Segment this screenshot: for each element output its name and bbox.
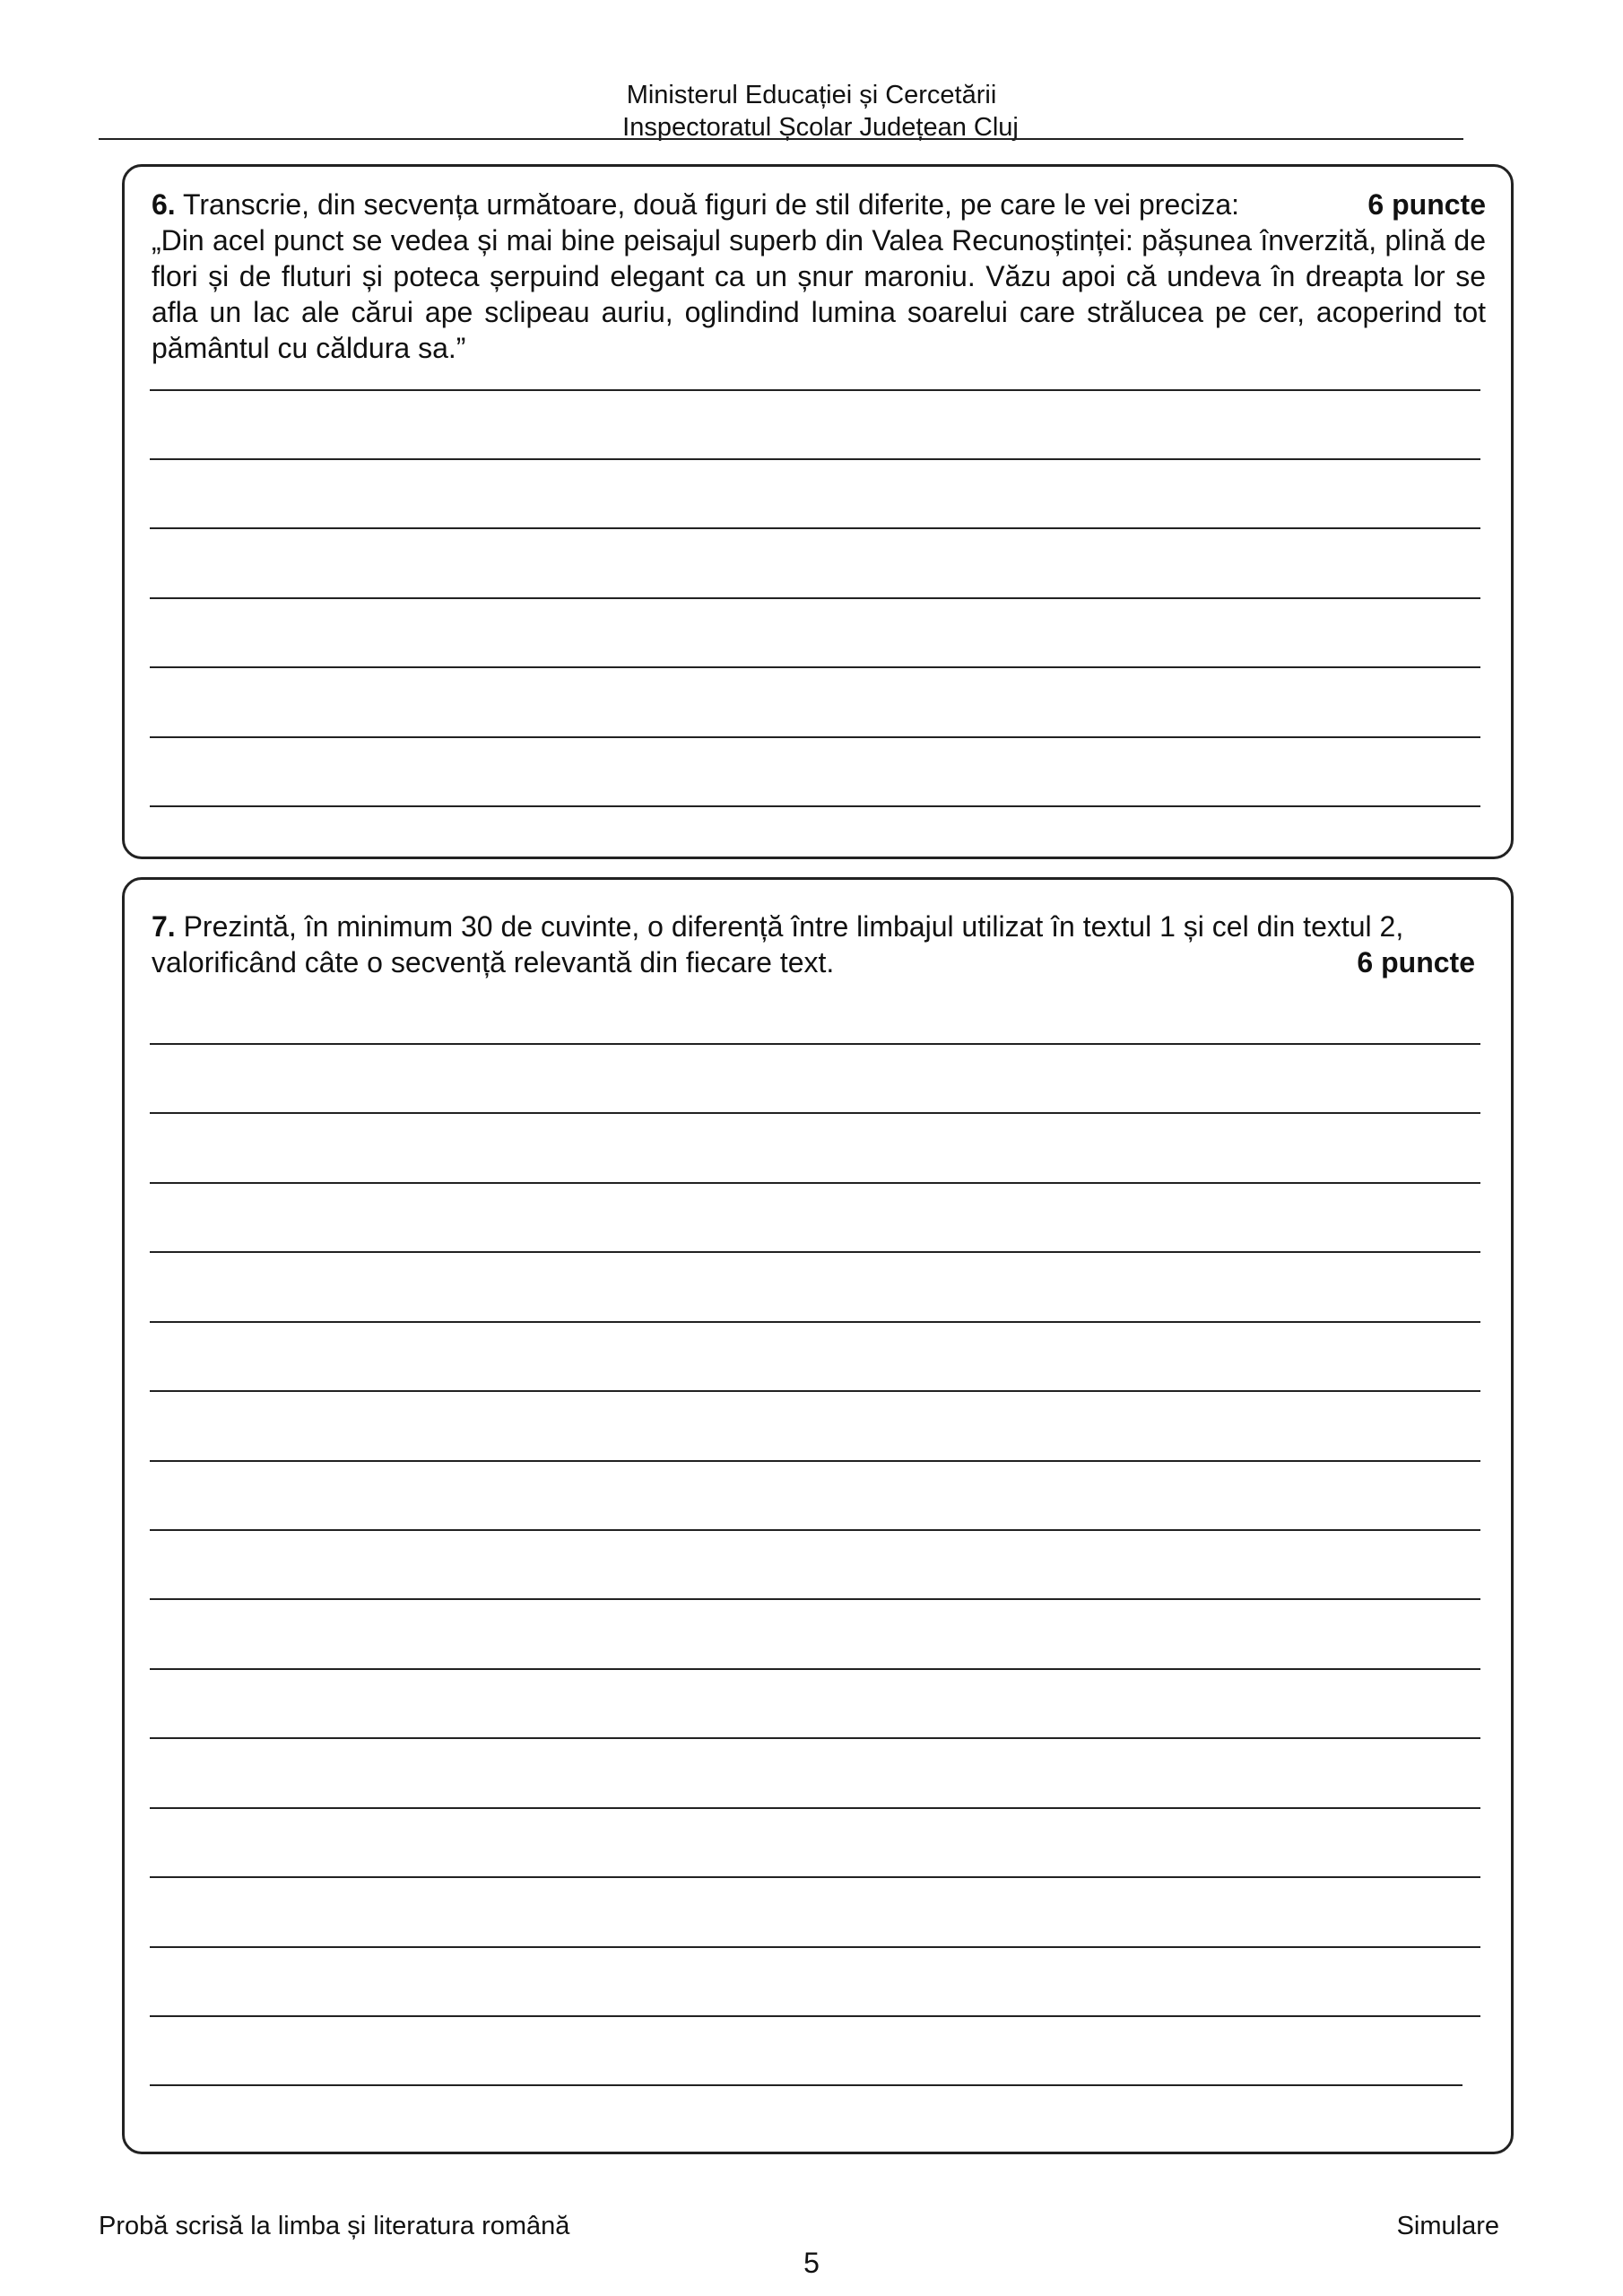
answer-line[interactable] (150, 1112, 1480, 1114)
question-6-prompt: Transcrie, din secvența următoare, două figuri de stil diferite, pe care le vei preciza: (183, 188, 1240, 221)
answer-line[interactable] (150, 1876, 1480, 1878)
question-6-text (152, 187, 1486, 366)
page-number: 5 (803, 2247, 820, 2279)
inspectorate-name: Inspectoratul Școlar Județean Cluj (622, 113, 1019, 142)
answer-line[interactable] (150, 1529, 1480, 1531)
question-7-text (152, 909, 1486, 980)
answer-line[interactable] (150, 458, 1480, 460)
answer-line[interactable] (150, 1251, 1480, 1253)
answer-line[interactable] (150, 666, 1480, 668)
answer-line[interactable] (150, 389, 1480, 391)
footer-session: Simulare (1396, 2212, 1499, 2240)
header-rule (99, 138, 1463, 140)
question-6-prompt-row (152, 187, 1486, 222)
answer-line[interactable] (150, 1390, 1480, 1392)
answer-line[interactable] (150, 1737, 1480, 1739)
question-6-number: 6. (152, 188, 176, 221)
answer-line[interactable] (150, 1043, 1480, 1045)
footer-exam-title: Probă scrisă la limba și literatura română (99, 2212, 570, 2240)
question-6-box (122, 164, 1514, 859)
answer-line[interactable] (150, 1807, 1480, 1809)
answer-line[interactable] (150, 1668, 1480, 1670)
question-7-points: 6 puncte (1357, 946, 1475, 978)
answer-line[interactable] (150, 2084, 1462, 2086)
answer-line[interactable] (150, 1598, 1480, 1600)
page-header (0, 79, 1623, 144)
ministry-name: Ministerul Educației și Cercetării (626, 81, 997, 109)
answer-line[interactable] (150, 2015, 1480, 2017)
question-6-points: 6 puncte (1367, 188, 1486, 221)
answer-line[interactable] (150, 736, 1480, 738)
answer-line[interactable] (150, 1946, 1480, 1948)
answer-line[interactable] (150, 597, 1480, 599)
answer-line[interactable] (150, 1321, 1480, 1323)
question-7-prompt: Prezintă, în minimum 30 de cuvinte, o diferență între limbajul utilizat în textul 1 și cel din textul 2, valorificând câte o secvență relevantă din fiecare text. (152, 910, 1404, 978)
answer-line[interactable] (150, 805, 1480, 807)
answer-line[interactable] (150, 527, 1480, 529)
question-7-box (122, 877, 1514, 2154)
question-7-number: 7. (152, 910, 176, 943)
answer-line[interactable] (150, 1182, 1480, 1184)
question-6-quote: „Din acel punct se vedea și mai bine peisajul superb din Valea Recunoștinței: pășunea înverzită, plină de flori și de fluturi și poteca șerpuind elegant ca un șnur maroniu. Văzu apoi că undeva în dreapta lor se afla un lac ale cărui ape sclipeau auriu, oglindind lumina soarelui care strălucea pe cer, acoperind tot pământul cu căldura sa.” (152, 224, 1486, 364)
answer-line[interactable] (150, 1460, 1480, 1462)
